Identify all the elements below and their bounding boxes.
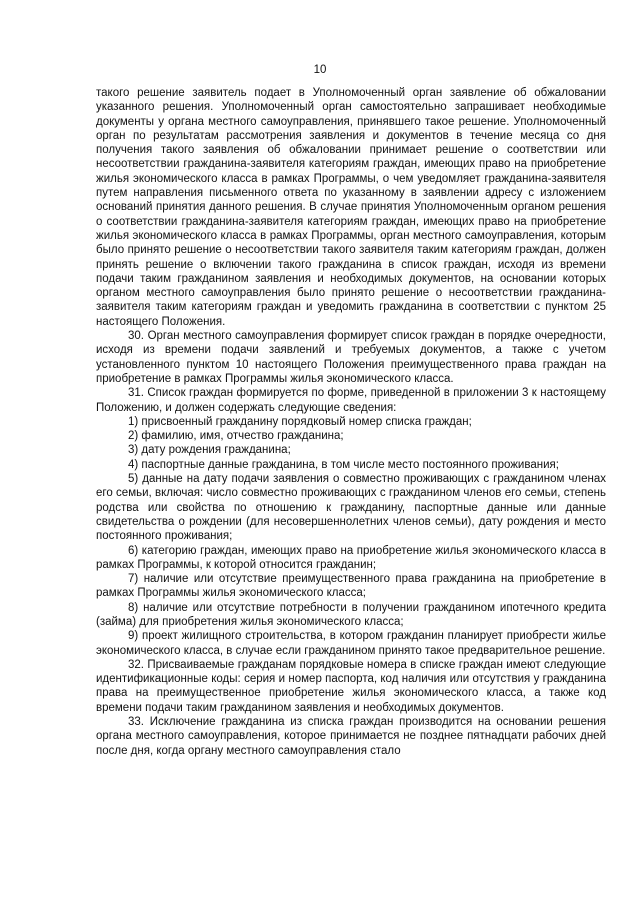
list-item-8: 8) наличие или отсутствие потребности в получении гражданином ипотечного кредита (займа) для приобретения жилья экономического класса; (96, 601, 606, 628)
paragraph-30: 30. Орган местного самоуправления формирует список граждан в порядке очередности, исходя из времени подачи заявлений и требуемых документов, а также с учетом установленного пунктом 10 настоящего Положения преимущественного права граждан на приобретение в рамках Программы жилья экономического класса. (96, 330, 606, 385)
list-item-3: 3) дату рождения гражданина; (128, 444, 291, 457)
list-item-4: 4) паспортные данные гражданина, в том числе место постоянного проживания; (128, 458, 559, 471)
list-item-6: 6) категорию граждан, имеющих право на приобретение жилья экономического класса в рамках Программы, к которой относится гражданин; (96, 544, 606, 571)
paragraph-continuation: такого решение заявитель подает в Уполномоченный орган заявление об обжаловании указанного решения. Уполномоченный орган самостоятельно запрашивает необходимые документы у органа местного самоуправления, принявшего такое решение. Уполномоченный орган по результатам рассмотрения заявления и документов в течение месяца со дня получения такого заявления об обжаловании принимает решение о соответствии или несоответствии гражданина-заявителя категориям граждан, имеющих право на приобретение жилья экономического класса в рамках Программы, о чем уведомляет гражданина-заявителя путем направления письменного ответа по указанному в заявлении адресу с изложением оснований принятия данного решения. В случае принятия Уполномоченным органом решения о соответствии гражданина-заявителя категориям граждан, имеющих право на приобретение жилья экономического класса в рамках Программы, орган местного самоуправления, которым было принято решение о несоответствии такого заявителя таким категориям граждан, должен принять решение о включении такого гражданина в список граждан, исходя из времени подачи таким гражданином заявления и необходимых документов, на основании которых органом местного самоуправления было принято решение о несоответствии гражданина-заявителя таким категориям граждан и уведомить гражданина в соответствии с пунктом 25 настоящего Положения. (96, 87, 606, 328)
list-item-7: 7) наличие или отсутствие преимущественного права гражданина на приобретение в рамках Программы жилья экономического класса; (96, 573, 606, 600)
list-item-9: 9) проект жилищного строительства, в котором гражданин планирует приобрести жилье экономического класса, в случае если гражданином принято такое предварительное решение. (96, 630, 606, 657)
page-number: 10 (313, 64, 327, 76)
paragraph-31: 31. Список граждан формируется по форме, приведенной в приложении 3 к настоящему Положению, и должен содержать следующие сведения: (96, 387, 606, 414)
body-text (96, 86, 606, 758)
paragraph-33: 33. Исключение гражданина из списка граждан производится на основании решения органа местного самоуправления, которое принимается не позднее пятнадцати рабочих дней после дня, когда органу местного самоуправления стало (96, 716, 606, 757)
list-item-2: 2) фамилию, имя, отчество гражданина; (128, 430, 344, 443)
list-item-1: 1) присвоенный гражданину порядковый номер списка граждан; (128, 415, 472, 428)
paragraph-32: 32. Присваиваемые гражданам порядковые номера в списке граждан имеют следующие идентификационные коды: серия и номер паспорта, код наличия или отсутствия у гражданина права на преимущественное приобретение жилья экономического класса, а также код времени подачи таким гражданином заявления и необходимых документов. (96, 658, 606, 714)
list-item-5: 5) данные на дату подачи заявления о совместно проживающих с гражданином членах его семьи, включая: число совместно проживающих с гражданином членов его семьи, степень родства или свойства по отношению к гражданину, паспортные данные или данные свидетельства о рождении (для несовершеннолетних членов семьи), дату рождения и место постоянного проживания; (96, 473, 606, 543)
